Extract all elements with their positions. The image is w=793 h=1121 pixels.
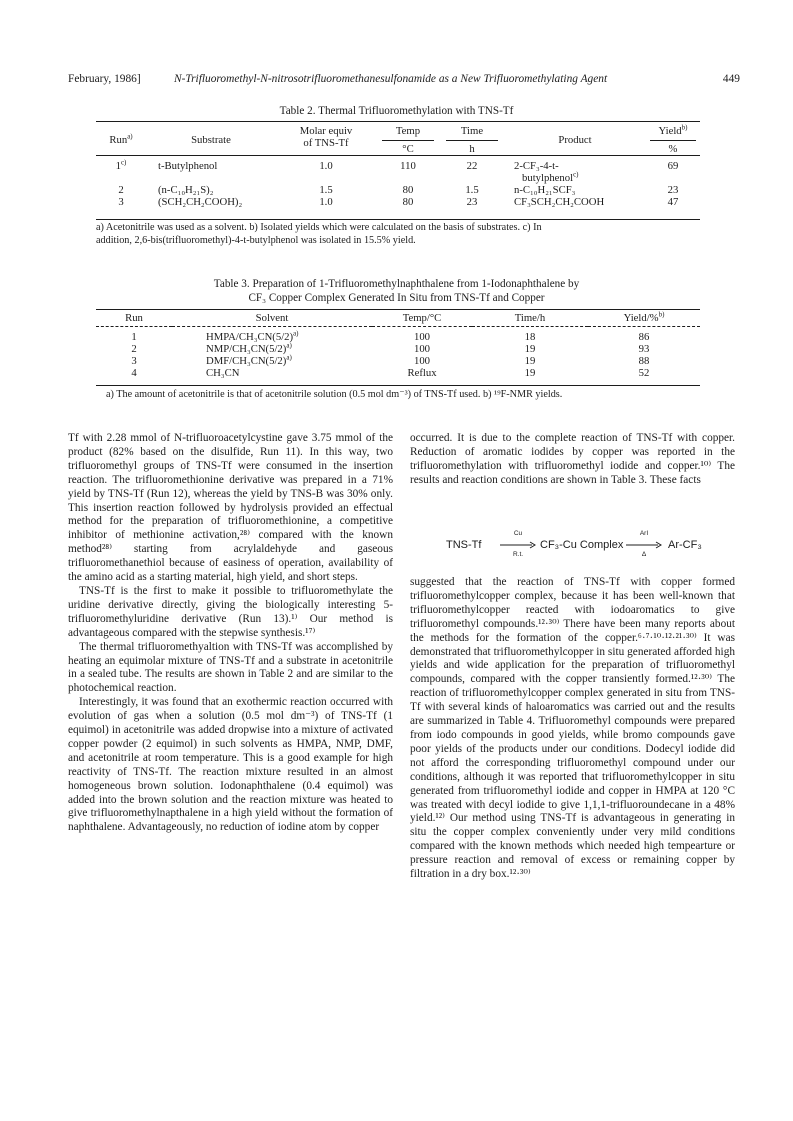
left-column — [68, 432, 393, 835]
reaction-arrow-icon — [626, 541, 662, 549]
paragraph: occurred. It is due to the complete reaction of TNS-Tf with copper. Reduction of aromatic iodides by copper was reported in the trifluoromethylation with trifluoromethyl iodide and copper.¹⁰⁾ The results and reaction conditions are shown in Table 3. These facts — [410, 432, 735, 486]
scheme-reactant: TNS-Tf — [446, 539, 482, 551]
reaction-scheme — [446, 532, 726, 560]
right-column-top — [410, 432, 735, 488]
table2-caption: Table 2. Thermal Trifluoromethylation with TNS-Tf — [279, 105, 514, 117]
table3 — [96, 312, 700, 379]
table3-header-row: Run Solvent Temp/°C Time/h Yield/%$^{b)}$ — [125, 310, 665, 324]
scheme-arrow2-top: ArI — [639, 530, 649, 537]
table2-header-substrate: Substrate — [191, 134, 231, 146]
scheme-arrow1-top: Cu — [513, 530, 523, 537]
running-header — [68, 73, 740, 89]
page-number: 449 — [722, 73, 740, 85]
table2-header-time: Time h — [440, 125, 504, 156]
table-row: 4 CH₃CN Reflux 19 52 — [131, 366, 650, 379]
scheme-product: Ar-CF₃ — [668, 539, 702, 551]
table3-caption: Table 3. Preparation of 1-Trifluoromethylnaphthalene from 1-Iodonaphthalene by CF₃ Copper Complex Generated In Situ from TNS-Tf and Copper — [213, 278, 580, 304]
header-date: February, 1986] — [68, 73, 141, 85]
table2-header-run: Run$^{a)}$ — [109, 132, 133, 146]
table-row: 3 (SCH₂CH₂COOH)₂ 1.0 80 23 CF₃SCH₂CH₂COOH 47 — [118, 196, 679, 208]
table3-top-rule — [96, 309, 700, 310]
table2-bottom-rule — [96, 219, 700, 220]
table3-footnote: a) The amount of acetonitrile is that of acetonitrile solution (0.5 mol dm⁻³) of TNS-Tf used. b) ¹⁹F-NMR yields. — [106, 389, 563, 400]
table2-footnote: a) Acetonitrile was used as a solvent. b) Isolated yields which were calculated on the basis of substrates. c) In addition, 2,6-bis(trifluoromethyl)-4-t-butylphenol was isolated in 15.5% yield. — [96, 222, 542, 246]
right-column-bottom — [410, 576, 735, 882]
reaction-arrow-icon — [500, 541, 536, 549]
paragraph: TNS-Tf is the first to make it possible to trifluoromethylate the uridine derivative directly, giving the biologically interesting 5-trifluoromethyluridine derivative (Run 13).¹⁾ Our method is advantageous compared with the stepwise synthesis.¹⁷⁾ — [68, 584, 393, 639]
header-title: N-Trifluoromethyl-N-nitrosotrifluoromethanesulfonamide as a New Trifluoromethylating Agent — [174, 73, 608, 85]
scheme-intermediate: CF₃-Cu Complex — [540, 539, 624, 551]
scheme-arrow2-bottom: Δ — [641, 551, 647, 558]
table3-bottom-rule — [96, 385, 700, 386]
paragraph: suggested that the reaction of TNS-Tf with copper formed trifluoromethylcopper complex, because it has been well-known that trifluoromethylcopper reacted with iodoaromatics to give trifluoromethyl compounds.¹²·³⁰⁾ There have been many reports about the methods for the formation of the copper.⁶·⁷·¹⁰·¹²·²¹·³⁰⁾ It was demonstrated that trifluoromethylcopper in situ generated afforded high yields and wide application for the preparation of trifluoromethyl compounds, compared with the copper transiently formed.¹²·³⁰⁾ The reaction of trifluoromethylcopper complex generated in situ from TNS-Tf with several kinds of haloaromatics was carried out and the results are summarized in Table 4. Trifluoromethyl compounds were prepared from iodo compounds in good yields, while bromo compounds gave poor yields of the products under our conditions. Dodecyl iodide did not afford the corresponding trifluoromethyl compound under our conditions, although it was reported that trifluoromethylcopper in situ generated from trifluoromethyl iodide and copper in HMPA at 120 °C was treated with decyl iodide to give 1,1,1-trifluoroundecane in a 48% yield.¹²⁾ Our method using TNS-Tf is advantageous in generating in situ the copper complex conveniently under very mild conditions compared with the known methods which needed high tempearture or pressure reaction and removal of excess or remaining copper by filtration in a dry box.¹²·³⁰⁾ — [410, 576, 735, 881]
table2-header-row — [96, 125, 700, 156]
table2-header-temp: Temp °C — [376, 125, 440, 156]
paragraph: The thermal trifluoromethyaltion with TNS-Tf was accomplished by heating an equimolar mixture of TNS-Tf and a substrate in acetonitrile in a sealed tube. The results are shown in Table 2 and are similar to the photochemical reaction. — [68, 640, 393, 695]
table-row: 2 (n-C₁₀H₂₁S)₂ 1.5 80 1.5 n-C₁₀H₂₁SCF₃ 23 — [118, 184, 679, 196]
paragraph: Tf with 2.28 mmol of N-trifluoroacetylcystine gave 3.75 mmol of the product (82% based on the disulfide, Run 11). In this way, two trifluoromethyl groups of TNS-Tf were consumed in the insertion reaction. The trifluoromethionine derivative was prepared in a 71% yield by TNS-Tf (Run 12), whereas the yield by TNS-B was 30% only. This insertion reaction followed by hydrolysis provided an effectual method for the preparation of trifluoromethionine, a competitive inhibitor of methionine activation,²⁸⁾ compared with the known method²⁸⁾ starting from acrylaldehyde and gaseous trifluoromethanethiol because of easiness of operation, availability of the amino acid as a starting material, high yield, and short steps. — [68, 432, 393, 584]
paragraph: Interestingly, it was found that an exothermic reaction occurred with evolution of gas when a solution (0.5 mol dm⁻³) of TNS-Tf (1 equimol) in acetonitrile was added dropwise into a mixture of activated copper powder (2 equimol) in such solvents as HMPA, NMP, DMF, and acetonitrile at room temperature. This is a good example for high reactivity of TNS-Tf. The reaction mixture resulted in an almost homogeneous brown solution. Iodonaphthalene (0.4 equimol) was added into the brown solution and the reaction mixture was heated to give trifluoromethylnapthalene in a high yield without the formation of naphthalene. Advantageously, no reduction of iodine atom by copper — [68, 696, 393, 834]
table2-header-molar: Molar equiv of TNS-Tf — [299, 125, 353, 149]
table2-header-yield: Yield$^{b)}$ % — [646, 125, 700, 156]
scheme-arrow1-bottom: R.t. — [512, 551, 524, 558]
table2 — [96, 125, 700, 208]
table2-header-product: Product — [558, 134, 592, 146]
table-row: 3 DMF/$CH_3CN(5/2)^{a)}$ 100 19 88 — [131, 352, 650, 367]
table-row: 1 HMPA/$CH_3CN(5/2)^{a)}$ 100 18 86 — [131, 328, 650, 343]
table2-top-rule — [96, 121, 700, 122]
table-row: 2 NMP/$CH_3CN(5/2)^{a)}$ 100 19 93 — [131, 340, 650, 355]
table-row: 1$^{c)}$ t-Butylphenol 1.0 110 22 2-CF₃-4-t- butylphenol$^{c)}$ 69 — [115, 158, 679, 184]
